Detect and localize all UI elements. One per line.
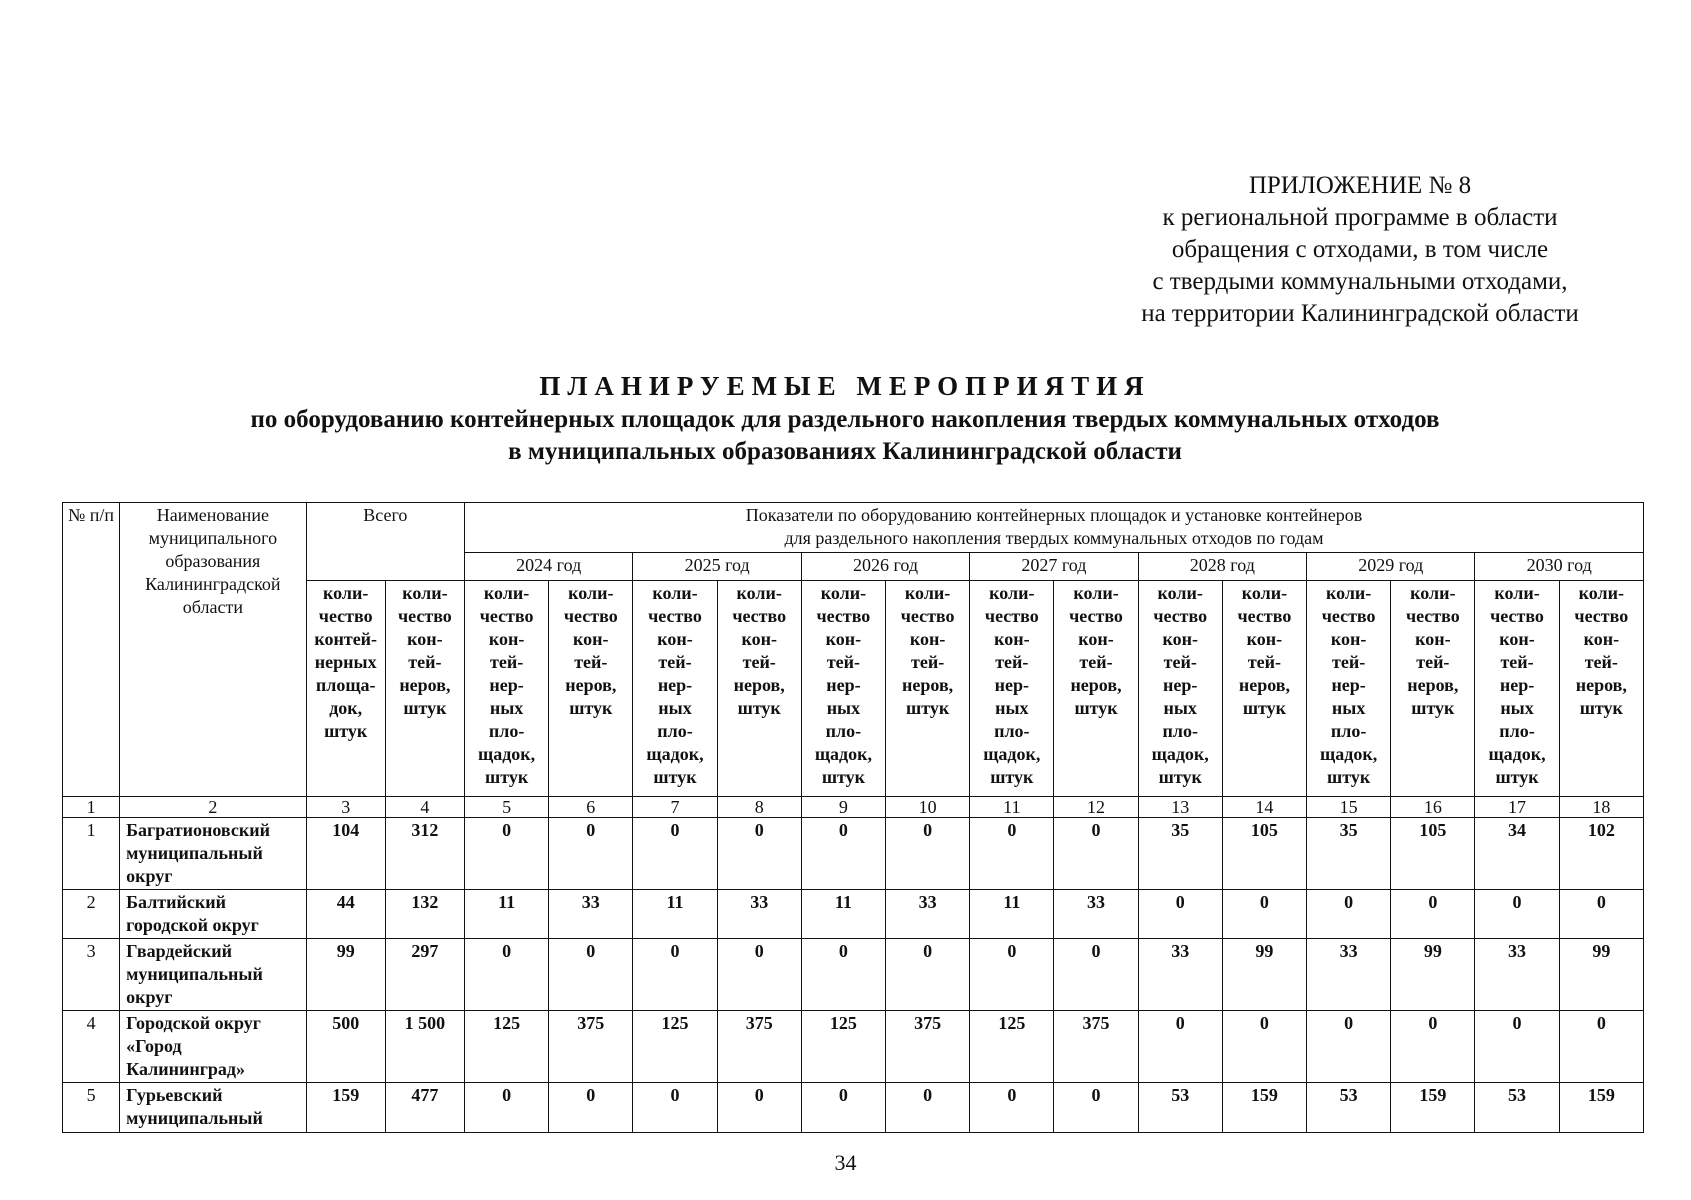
value-cell: 0: [549, 1083, 633, 1133]
header-indicators: [465, 503, 1644, 553]
value-cell: 0: [1307, 890, 1391, 939]
header-municipality: Наименование муниципального образования Калининградской области: [120, 503, 306, 797]
value-cell: 0: [886, 1083, 970, 1133]
value-cell: 33: [1307, 939, 1391, 1011]
value-cell: 375: [549, 1011, 633, 1083]
value-cell: 99: [1559, 939, 1643, 1011]
value-cell: 0: [465, 939, 549, 1011]
column-number: 17: [1475, 797, 1559, 818]
header-year-containers: коли- чество кон- тей- неров, штук: [549, 581, 633, 797]
column-number: 14: [1222, 797, 1306, 818]
header-total-containers: коли- чество кон- тей- неров, штук: [385, 581, 464, 797]
value-cell: 104: [306, 818, 385, 890]
header-year-containers: коли- чество кон- тей- неров, штук: [1559, 581, 1643, 797]
value-cell: 0: [886, 818, 970, 890]
header-year-containers: коли- чество кон- тей- неров, штук: [1222, 581, 1306, 797]
header-year-sites: коли- чество кон- тей- нер- ных пло- щадок, штук: [1138, 581, 1222, 797]
value-cell: 159: [1391, 1083, 1475, 1133]
header-year-sites: коли- чество кон- тей- нер- ных пло- щадок, штук: [633, 581, 717, 797]
header-number: № п/п: [63, 503, 120, 797]
row-number: 4: [63, 1011, 120, 1083]
header-year: 2030 год: [1475, 553, 1644, 581]
value-cell: 53: [1138, 1083, 1222, 1133]
value-cell: 33: [886, 890, 970, 939]
value-cell: 0: [717, 939, 801, 1011]
column-number: 4: [385, 797, 464, 818]
value-cell: 500: [306, 1011, 385, 1083]
value-cell: 0: [1559, 890, 1643, 939]
value-cell: 0: [801, 1083, 885, 1133]
planned-measures-table: [62, 502, 1644, 1133]
value-cell: 0: [970, 818, 1054, 890]
appendix-caption: [1080, 170, 1640, 330]
value-cell: 0: [1307, 1011, 1391, 1083]
column-number: 18: [1559, 797, 1643, 818]
title-subtitle-1: по оборудованию контейнерных площадок для раздельного накопления твердых коммунальных отходов: [250, 406, 1440, 433]
table-row: [63, 818, 1644, 890]
column-number: 6: [549, 797, 633, 818]
header-year-containers: коли- чество кон- тей- неров, штук: [1054, 581, 1138, 797]
table-row: [63, 1083, 1644, 1133]
column-number: 9: [801, 797, 885, 818]
header-year: 2029 год: [1307, 553, 1475, 581]
column-number: 5: [465, 797, 549, 818]
value-cell: 132: [385, 890, 464, 939]
value-cell: 477: [385, 1083, 464, 1133]
value-cell: 0: [549, 939, 633, 1011]
table-row: [63, 890, 1644, 939]
column-number: 7: [633, 797, 717, 818]
value-cell: 0: [1391, 1011, 1475, 1083]
value-cell: 105: [1391, 818, 1475, 890]
header-year: 2026 год: [801, 553, 969, 581]
table-row: [63, 1011, 1644, 1083]
column-number: 8: [717, 797, 801, 818]
value-cell: 53: [1475, 1083, 1559, 1133]
value-cell: 0: [1054, 1083, 1138, 1133]
value-cell: 0: [633, 939, 717, 1011]
value-cell: 125: [465, 1011, 549, 1083]
column-number: 16: [1391, 797, 1475, 818]
value-cell: 375: [1054, 1011, 1138, 1083]
value-cell: 125: [970, 1011, 1054, 1083]
value-cell: 0: [886, 939, 970, 1011]
header-indicators-line-2: для раздельного накопления твердых коммунальных отходов по годам: [784, 528, 1324, 548]
header-year-containers: коли- чество кон- тей- неров, штук: [717, 581, 801, 797]
value-cell: 53: [1307, 1083, 1391, 1133]
value-cell: 159: [1222, 1083, 1306, 1133]
appendix-line: обращения с отходами, в том числе: [1171, 236, 1549, 263]
header-year-containers: коли- чество кон- тей- неров, штук: [886, 581, 970, 797]
row-number: 3: [63, 939, 120, 1011]
municipality-name: Гвардейский муниципальный округ: [120, 939, 306, 1011]
value-cell: 312: [385, 818, 464, 890]
value-cell: 0: [1391, 890, 1475, 939]
municipality-name: Балтийский городской округ: [120, 890, 306, 939]
value-cell: 33: [549, 890, 633, 939]
value-cell: 0: [465, 1083, 549, 1133]
header-year-sites: коли- чество кон- тей- нер- ных пло- щадок, штук: [1475, 581, 1559, 797]
appendix-heading: ПРИЛОЖЕНИЕ № 8: [1248, 172, 1472, 199]
municipality-name: Багратионовский муниципальный округ: [120, 818, 306, 890]
value-cell: 105: [1222, 818, 1306, 890]
value-cell: 34: [1475, 818, 1559, 890]
table-row: [63, 939, 1644, 1011]
value-cell: 0: [633, 818, 717, 890]
column-number: 11: [970, 797, 1054, 818]
header-year: 2027 год: [970, 553, 1138, 581]
appendix-line: на территории Калининградской области: [1141, 300, 1579, 327]
value-cell: 0: [717, 1083, 801, 1133]
column-number: 13: [1138, 797, 1222, 818]
page-number: 34: [834, 1150, 857, 1175]
header-total-sites: коли- чество контей- нерных площа- док, штук: [306, 581, 385, 797]
value-cell: 0: [1475, 890, 1559, 939]
header-year: 2025 год: [633, 553, 801, 581]
header-year-sites: коли- чество кон- тей- нер- ных пло- щадок, штук: [1307, 581, 1391, 797]
header-year-sites: коли- чество кон- тей- нер- ных пло- щадок, штук: [465, 581, 549, 797]
title-main: ПЛАНИРУЕМЫЕ МЕРОПРИЯТИЯ: [539, 371, 1151, 401]
value-cell: 0: [801, 939, 885, 1011]
column-number: 15: [1307, 797, 1391, 818]
appendix-line: к региональной программе в области: [1162, 204, 1558, 231]
header-indicators-line-1: Показатели по оборудованию контейнерных площадок и установке контейнеров: [745, 505, 1363, 525]
value-cell: 99: [1222, 939, 1306, 1011]
column-number: 10: [886, 797, 970, 818]
value-cell: 375: [886, 1011, 970, 1083]
value-cell: 11: [970, 890, 1054, 939]
document-title: [60, 368, 1630, 468]
value-cell: 33: [717, 890, 801, 939]
row-number: 5: [63, 1083, 120, 1133]
value-cell: 0: [465, 818, 549, 890]
column-number: 1: [63, 797, 120, 818]
value-cell: 0: [970, 939, 1054, 1011]
value-cell: 0: [1138, 1011, 1222, 1083]
column-number: 2: [120, 797, 306, 818]
value-cell: 0: [1222, 1011, 1306, 1083]
value-cell: 0: [549, 818, 633, 890]
column-number: 3: [306, 797, 385, 818]
row-number: 1: [63, 818, 120, 890]
value-cell: 0: [1222, 890, 1306, 939]
value-cell: 33: [1475, 939, 1559, 1011]
value-cell: 99: [1391, 939, 1475, 1011]
value-cell: 0: [717, 818, 801, 890]
value-cell: 0: [1054, 818, 1138, 890]
value-cell: 0: [801, 818, 885, 890]
value-cell: 0: [633, 1083, 717, 1133]
value-cell: 35: [1138, 818, 1222, 890]
value-cell: 0: [1559, 1011, 1643, 1083]
value-cell: 0: [970, 1083, 1054, 1133]
header-year: 2028 год: [1138, 553, 1306, 581]
value-cell: 11: [465, 890, 549, 939]
header-year-sites: коли- чество кон- тей- нер- ных пло- щадок, штук: [801, 581, 885, 797]
value-cell: 375: [717, 1011, 801, 1083]
value-cell: 0: [1475, 1011, 1559, 1083]
municipality-name: Городской округ «Город Калининград»: [120, 1011, 306, 1083]
municipality-name: Гурьевский муниципальный: [120, 1083, 306, 1133]
header-year-containers: коли- чество кон- тей- неров, штук: [1391, 581, 1475, 797]
header-total: Всего: [306, 503, 464, 581]
value-cell: 125: [801, 1011, 885, 1083]
value-cell: 33: [1138, 939, 1222, 1011]
value-cell: 159: [1559, 1083, 1643, 1133]
value-cell: 0: [1138, 890, 1222, 939]
column-number: 12: [1054, 797, 1138, 818]
value-cell: 297: [385, 939, 464, 1011]
value-cell: 99: [306, 939, 385, 1011]
value-cell: 102: [1559, 818, 1643, 890]
header-year-sites: коли- чество кон- тей- нер- ных пло- щадок, штук: [970, 581, 1054, 797]
header-year: 2024 год: [465, 553, 633, 581]
value-cell: 33: [1054, 890, 1138, 939]
appendix-line: с твердыми коммунальными отходами,: [1152, 268, 1568, 295]
value-cell: 11: [633, 890, 717, 939]
value-cell: 11: [801, 890, 885, 939]
row-number: 2: [63, 890, 120, 939]
value-cell: 35: [1307, 818, 1391, 890]
value-cell: 44: [306, 890, 385, 939]
value-cell: 159: [306, 1083, 385, 1133]
value-cell: 1 500: [385, 1011, 464, 1083]
value-cell: 125: [633, 1011, 717, 1083]
title-subtitle-2: в муниципальных образованиях Калининградской области: [508, 438, 1182, 465]
value-cell: 0: [1054, 939, 1138, 1011]
